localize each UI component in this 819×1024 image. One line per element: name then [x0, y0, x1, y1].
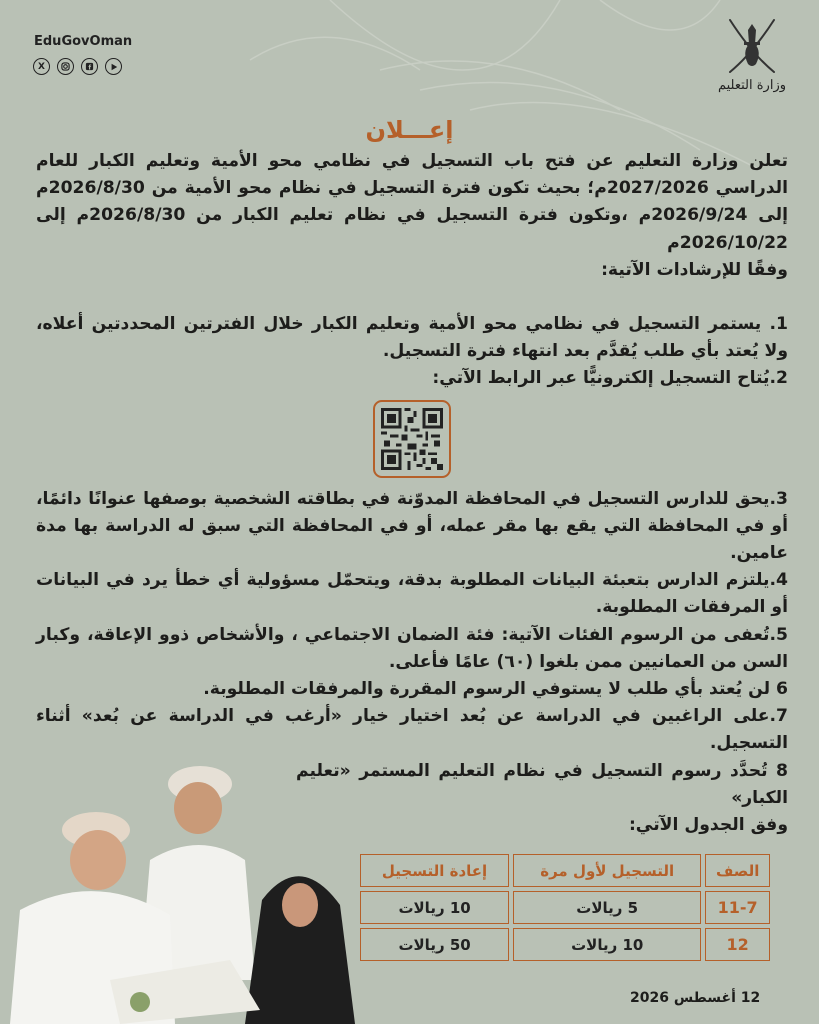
item-8: 8 تُحدَّد رسوم التسجيل في نظام التعليم المستمر «تعليم الكبار» — [296, 760, 788, 808]
item-3: 3.يحق للدارس التسجيل في المحافظة المدوّنة في بطاقته الشخصية بوصفها عنوانًا دائمًا، أو في المحافظة التي يقع بها مقر عمله، أو في المحافظة التي سبق له الدراسة بها مدة عامين. — [36, 488, 788, 564]
intro-guidelines: وفقًا للإرشادات الآتية: — [601, 259, 788, 280]
cell-first-fee: 10 ريالات — [513, 928, 701, 961]
header-first-registration: التسجيل لأول مرة — [513, 854, 701, 887]
intro-paragraph: تعلن وزارة التعليم عن فتح باب التسجيل في نظامي محو الأمية وتعليم الكبار للعام الدراسي 2027/2026م؛ بحيث تكون فترة التسجيل في نظام محو الأمية من 2026/8/30م إلى 2026/9/24م ،وتكون فترة التسجيل في نظام تعليم الكبار من 2026/8/30م إلى 2026/10/22م — [36, 151, 788, 253]
x-icon[interactable]: X — [33, 58, 50, 75]
item-5: 5.تُعفى من الرسوم الفئات الآتية: فئة الضمان الاجتماعي ، والأشخاص ذوو الإعاقة، وكبار السن من العمانيين ممن بلغوا (٦٠) عامًا فأعلى. — [36, 624, 788, 672]
social-links — [33, 58, 122, 75]
announcement-body — [36, 148, 788, 839]
cell-grade: 12 — [705, 928, 770, 961]
fees-table — [356, 850, 774, 965]
cell-re-fee: 50 ريالات — [360, 928, 509, 961]
item-7: 7.على الراغبين في الدراسة عن بُعد اختيار خيار «أرغب في الدراسة عن بُعد» أثناء التسجيل. — [36, 706, 788, 754]
people-illustration — [0, 740, 360, 1024]
header-re-registration: إعادة التسجيل — [360, 854, 509, 887]
cell-grade: 11-7 — [705, 891, 770, 924]
facebook-icon[interactable] — [81, 58, 98, 75]
table-intro: وفق الجدول الآتي: — [628, 815, 788, 836]
brand-handle[interactable]: EduGovOman — [34, 34, 133, 49]
table-row — [360, 891, 770, 924]
header-grade: الصف — [705, 854, 770, 887]
cell-re-fee: 10 ريالات — [360, 891, 509, 924]
youtube-icon[interactable] — [105, 58, 122, 75]
ministry-name: وزارة التعليم — [717, 78, 787, 93]
item-2: 2.يُتاح التسجيل إلكترونيًّا عبر الرابط الآتي: — [432, 368, 788, 389]
announcement-title: إعـــلان — [365, 116, 454, 144]
khanjar-emblem-icon — [722, 14, 782, 78]
table-header-row — [360, 854, 770, 887]
qr-code-icon — [381, 408, 443, 470]
ministry-logo — [717, 14, 787, 104]
cell-first-fee: 5 ريالات — [513, 891, 701, 924]
item-6: 6 لن يُعتد بأي طلب لا يستوفي الرسوم المقررة والمرفقات المطلوبة. — [203, 679, 788, 700]
qr-code[interactable] — [373, 400, 451, 478]
table-row — [360, 928, 770, 961]
instagram-icon[interactable] — [57, 58, 74, 75]
post-date: 12 أغسطس 2026 — [630, 990, 761, 1006]
svg-text:f: f — [88, 64, 92, 71]
item-1: 1. يستمر التسجيل في نظامي محو الأمية وتعليم الكبار خلال الفترتين المحددتين أعلاه، ولا يُعتد بأي طلب يُقدَّم بعد انتهاء فترة التسجيل. — [36, 314, 788, 362]
item-4: 4.يلتزم الدارس بتعبئة البيانات المطلوبة بدقة، ويتحمّل مسؤولية أي خطأ يرد في البيانات أو المرفقات المطلوبة. — [36, 570, 788, 618]
